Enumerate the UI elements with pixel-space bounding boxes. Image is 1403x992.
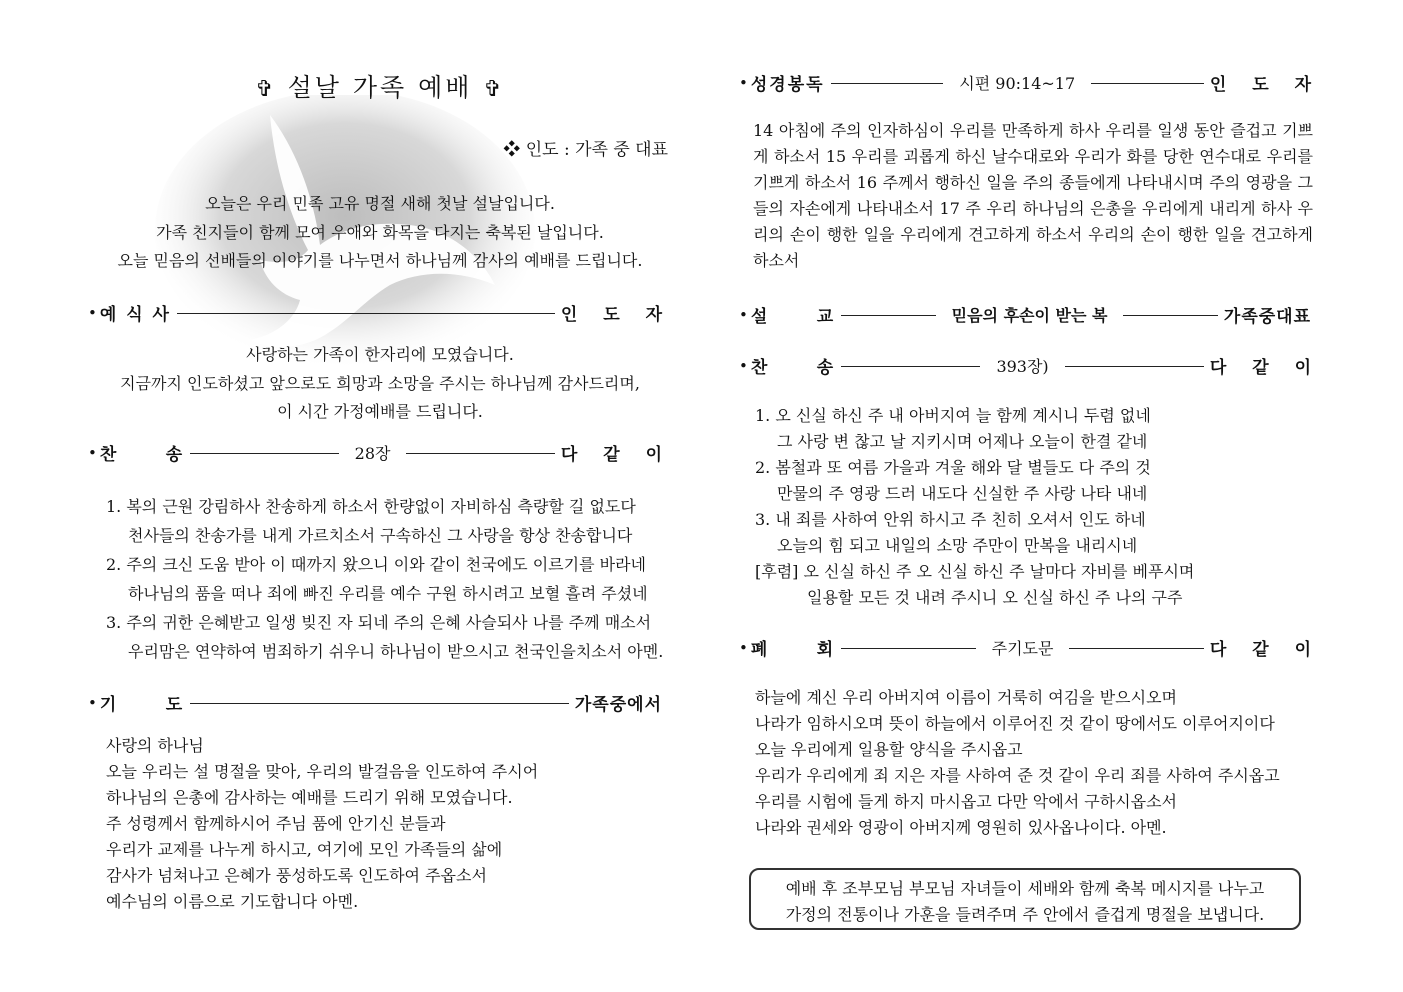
section-opening: [88, 300, 672, 325]
lyric-line: [후렴] 오 신실 하신 주 오 신실 하신 주 날마다 자비를 베푸시며: [755, 562, 1195, 581]
section-prayer: [88, 690, 662, 715]
lyric-line: 오늘의 힘 되고 내일의 소망 주만이 만복을 내리시네: [777, 536, 1138, 555]
leader-note: [503, 135, 668, 160]
prayer-line: 예수님의 이름으로 기도합니다 아멘.: [106, 892, 359, 911]
lyric-line: 2. 봄철과 또 여름 가을과 겨울 해와 달 별들도 다 주의 것: [755, 458, 1151, 477]
section-bullet: •: [88, 303, 97, 322]
scripture-reference: 시편 90:14~17: [959, 74, 1076, 93]
prayer-text: [106, 733, 538, 915]
section-role: 다 같 이: [1209, 640, 1321, 660]
hymn-number: 28장: [354, 444, 391, 463]
sermon-title: 믿음의 후손이 받는 복: [951, 306, 1108, 325]
section-bullet: •: [739, 356, 748, 375]
title-text: 설날 가족 예배: [287, 73, 473, 102]
right-page: [701, 0, 1403, 992]
section-bullet: •: [88, 693, 97, 712]
dash-leader: [1065, 366, 1204, 367]
prayer-line: 나라와 권세와 영광이 아버지께 영원히 있사옵나이다. 아멘.: [755, 818, 1167, 837]
note-line: 예배 후 조부모님 부모님 자녀들이 세배와 함께 축복 메시지를 나누고: [785, 879, 1265, 898]
dash-leader: [406, 453, 554, 454]
opening-text: [80, 341, 680, 427]
opening-line: 이 시간 가정예배를 드립니다.: [277, 402, 483, 421]
section-name: 찬 송: [750, 358, 836, 378]
prayer-line: 우리가 우리에게 죄 지은 자를 사하여 준 것 같이 우리 죄를 사하여 주시옵고: [755, 766, 1280, 785]
lyric-line: 3. 주의 귀한 은혜받고 일생 빚진 자 되네 주의 은혜 사슬되사 나를 주께 매소서: [106, 613, 652, 632]
dash-leader: [190, 703, 569, 704]
lyric-line: 만물의 주 영광 드러 내도다 신실한 주 사랑 나타 내네: [777, 484, 1148, 503]
dash-leader: [177, 313, 555, 314]
section-sermon: [739, 302, 1311, 327]
dash-leader: [190, 453, 338, 454]
dash-leader: [1123, 315, 1217, 316]
section-name: 예 식 사: [99, 305, 171, 325]
cross-right-icon: ✞: [483, 77, 505, 102]
lyric-line: 1. 복의 근원 강림하사 찬송하게 하소서 한량없이 자비하심 측량할 길 없도다: [106, 497, 636, 516]
lyric-line: 1. 오 신실 하신 주 내 아버지여 늘 함께 계시니 두렴 없네: [755, 406, 1151, 425]
lyric-line: 천사들의 찬송가를 내게 가르치소서 구속하신 그 사랑을 항상 찬송합니다: [128, 526, 633, 545]
left-page: [0, 0, 701, 992]
hymn-2-lyrics: [755, 403, 1194, 611]
hymn-number: 393장): [996, 357, 1049, 376]
section-role: 가족중에서: [574, 695, 662, 715]
intro-line: 오늘은 우리 민족 고유 명절 새해 첫날 설날입니다.: [205, 194, 555, 213]
lyric-line: 하나님의 품을 떠나 죄에 빠진 우리를 예수 구원 하시려고 보혈 흘려 주셨네: [128, 584, 648, 603]
section-role: 가족중대표: [1223, 307, 1312, 327]
section-hymn-1: [88, 440, 672, 465]
prayer-line: 오늘 우리는 설 명절을 맞아, 우리의 발걸음을 인도하여 주시어: [106, 762, 539, 781]
opening-line: 지금까지 인도하셨고 앞으로도 희망과 소망을 주시는 하나님께 감사드리며,: [120, 373, 640, 393]
section-bullet: •: [739, 638, 748, 657]
section-role: 다 같 이: [560, 445, 672, 465]
dash-leader: [1091, 83, 1204, 84]
section-bullet: •: [739, 73, 748, 92]
section-name: 폐 회: [750, 640, 836, 660]
page-title: [90, 68, 670, 104]
section-hymn-2: [739, 353, 1322, 378]
note-line: 가정의 전통이나 가훈을 들려주며 주 안에서 즐겁게 명절을 보냅니다.: [785, 905, 1265, 924]
intro-paragraph: [80, 190, 680, 276]
section-name: 설 교: [750, 307, 836, 327]
intro-line: 오늘 믿음의 선배들의 이야기를 나누면서 하나님께 감사의 예배를 드립니다.: [117, 251, 643, 270]
scripture-text: 14 아침에 주의 인자하심이 우리를 만족하게 하사 우리를 일생 동안 즐겁고 기쁘게 하소서 15 우리를 괴롭게 하신 날수대로와 우리가 화를 당한 연수대로 우리를 기쁘게 하소서 16 주께서 행하신 일을 주의 종들에게 나타내시며 주의 영광을 그들의 자손에게 나타내소서 17 주 우리 하나님의 은총을 우리에게 내리게 하사 우리의 손이 행한 일을 우리에게 견고하게 하소서 우리의 손이 행한 일을 견고하게 하소서: [753, 121, 1313, 270]
intro-line: 가족 친지들이 함께 모여 우애와 화목을 다지는 축복된 날입니다.: [156, 222, 604, 242]
prayer-line: 감사가 넘쳐나고 은혜가 풍성하도록 인도하여 주옵소서: [106, 866, 487, 885]
prayer-line: 주 성령께서 함께하시어 주님 품에 안기신 분들과: [106, 814, 446, 833]
opening-line: 사랑하는 가족이 한자리에 모였습니다.: [246, 345, 514, 364]
cross-left-icon: ✞: [255, 77, 277, 102]
dash-leader: [841, 315, 935, 316]
lyric-line: 3. 내 죄를 사하여 안위 하시고 주 친히 오셔서 인도 하네: [755, 510, 1146, 529]
lyric-line: 2. 주의 크신 도움 받아 이 때까지 왔으니 이와 같이 천국에도 이르기를 바라네: [106, 555, 646, 574]
lyric-line: 일용할 모든 것 내려 주시니 오 신실 하신 주 나의 구주: [807, 588, 1183, 607]
section-name: 성경봉독: [750, 75, 825, 95]
prayer-line: 우리를 시험에 들게 하지 마시옵고 다만 악에서 구하시옵소서: [755, 792, 1178, 811]
section-closing: [739, 635, 1321, 660]
closing-note-box: [749, 868, 1301, 930]
prayer-line: 나라가 임하시오며 뜻이 하늘에서 이루어진 것 같이 땅에서도 이루어지이다: [755, 714, 1275, 733]
dash-leader: [841, 648, 975, 649]
lyric-line: 그 사랑 변 찮고 날 지키시며 어제나 오늘이 한결 같네: [777, 432, 1148, 451]
section-name: 기 도: [99, 695, 185, 715]
dash-leader: [1069, 648, 1203, 649]
prayer-line: 오늘 우리에게 일용할 양식을 주시옵고: [755, 740, 1023, 759]
prayer-line: 하나님의 은총에 감사하는 예배를 드리기 위해 모였습니다.: [106, 788, 513, 807]
lords-prayer-text: [755, 685, 1280, 841]
dash-leader: [831, 83, 944, 84]
lyric-line: 우리맘은 연약하여 범죄하기 쉬우니 하나님이 받으시고 천국인을치소서 아멘.: [128, 642, 664, 661]
prayer-line: 사랑의 하나님: [106, 736, 204, 755]
section-role: 다 같 이: [1209, 358, 1322, 378]
section-role: 인 도 자: [560, 305, 672, 325]
section-scripture-reading: [739, 70, 1322, 95]
section-bullet: •: [88, 443, 97, 462]
hymn-1-lyrics: [106, 492, 663, 666]
leader-text: 인도 : 가족 중 대표: [525, 140, 668, 160]
prayer-line: 하늘에 계신 우리 아버지여 이름이 거룩히 여김을 받으시오며: [755, 688, 1178, 707]
closing-item: 주기도문: [991, 639, 1054, 658]
section-name: 찬 송: [99, 445, 185, 465]
dash-leader: [841, 366, 980, 367]
diamond-bullet-icon: ❖: [503, 140, 521, 160]
section-bullet: •: [739, 305, 748, 324]
prayer-line: 우리가 교제를 나누게 하시고, 여기에 모인 가족들의 삶에: [106, 840, 503, 859]
section-role: 인 도 자: [1209, 75, 1322, 95]
